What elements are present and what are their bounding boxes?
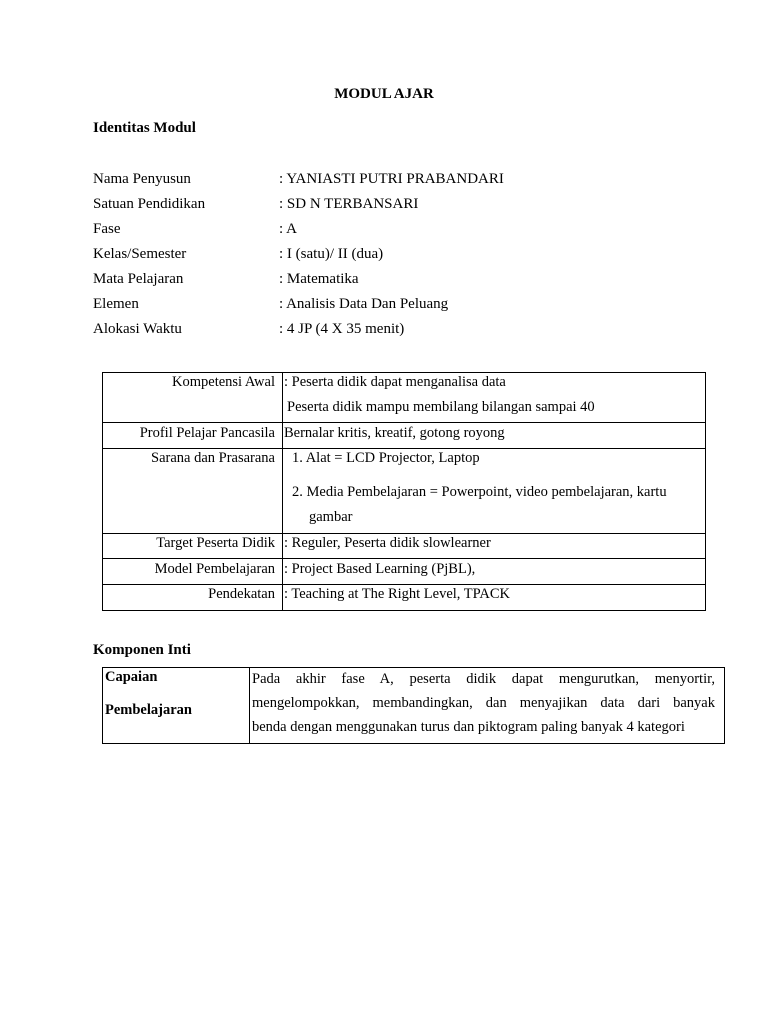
pendekatan-label: Pendekatan [208, 586, 275, 602]
identitas-value: : Matematika [279, 271, 359, 287]
profil-pelajar-value: Bernalar kritis, kreatif, gotong royong [284, 425, 505, 441]
identitas-label: Nama Penyusun [93, 171, 191, 187]
identitas-label: Satuan Pendidikan [93, 196, 206, 212]
identitas-value: : YANIASTI PUTRI PRABANDARI [279, 171, 504, 187]
identitas-label: Fase [93, 221, 121, 237]
identitas-label: Alokasi Waktu [93, 321, 182, 337]
table-divider [282, 373, 283, 610]
capaian-label-2: Pembelajaran [105, 702, 192, 718]
kompetensi-awal-value: : Peserta didik dapat menganalisa data [284, 374, 506, 390]
identitas-value: : SD N TERBANSARI [279, 196, 419, 212]
sarana-prasarana-label: Sarana dan Prasarana [151, 450, 275, 466]
identitas-label: Mata Pelajaran [93, 271, 184, 287]
table-divider [249, 668, 250, 743]
table-divider [103, 584, 705, 585]
identitas-value: : Analisis Data Dan Peluang [279, 296, 449, 312]
pendekatan-value: : Teaching at The Right Level, TPACK [284, 586, 510, 602]
kompetensi-awal-value-2: Peserta didik mampu membilang bilangan sampai 40 [287, 399, 595, 415]
model-pembelajaran-value: : Project Based Learning (PjBL), [284, 561, 476, 577]
sarana-item-2: 2. Media Pembelajaran = Powerpoint, video pembelajaran, kartu [292, 484, 667, 500]
capaian-line-3: benda dengan menggunakan turus dan piktogram paling banyak 4 kategori [252, 719, 685, 735]
identitas-value: : 4 JP (4 X 35 menit) [279, 321, 405, 337]
capaian-table [102, 667, 725, 744]
table-divider [103, 533, 705, 534]
sarana-item-1: 1. Alat = LCD Projector, Laptop [292, 450, 480, 466]
identitas-label: Elemen [93, 296, 139, 312]
document-title: MODUL AJAR [334, 86, 434, 102]
target-peserta-value: : Reguler, Peserta didik slowlearner [284, 535, 491, 551]
table-divider [103, 422, 705, 423]
table-divider [103, 558, 705, 559]
capaian-text [252, 667, 715, 739]
profil-pelajar-label: Profil Pelajar Pancasila [139, 425, 275, 441]
identitas-label: Kelas/Semester [93, 246, 187, 262]
kompetensi-awal-label: Kompetensi Awal [172, 374, 275, 390]
model-pembelajaran-label: Model Pembelajaran [154, 561, 275, 577]
capaian-line-2: mengelompokkan, membandingkan, dan menyajikan data dari banyak [252, 695, 715, 711]
identitas-value: : A [279, 221, 297, 237]
capaian-label-1: Capaian [105, 669, 158, 685]
identitas-value: : I (satu)/ II (dua) [279, 246, 384, 262]
table-divider [103, 448, 705, 449]
capaian-line-1: Pada akhir fase A, peserta didik dapat mengurutkan, menyortir, [252, 671, 715, 687]
info-table [102, 372, 706, 611]
sarana-item-2-cont: gambar [309, 509, 353, 525]
komponen-heading: Komponen Inti [93, 642, 191, 658]
identitas-heading: Identitas Modul [93, 120, 196, 136]
target-peserta-label: Target Peserta Didik [156, 535, 275, 551]
